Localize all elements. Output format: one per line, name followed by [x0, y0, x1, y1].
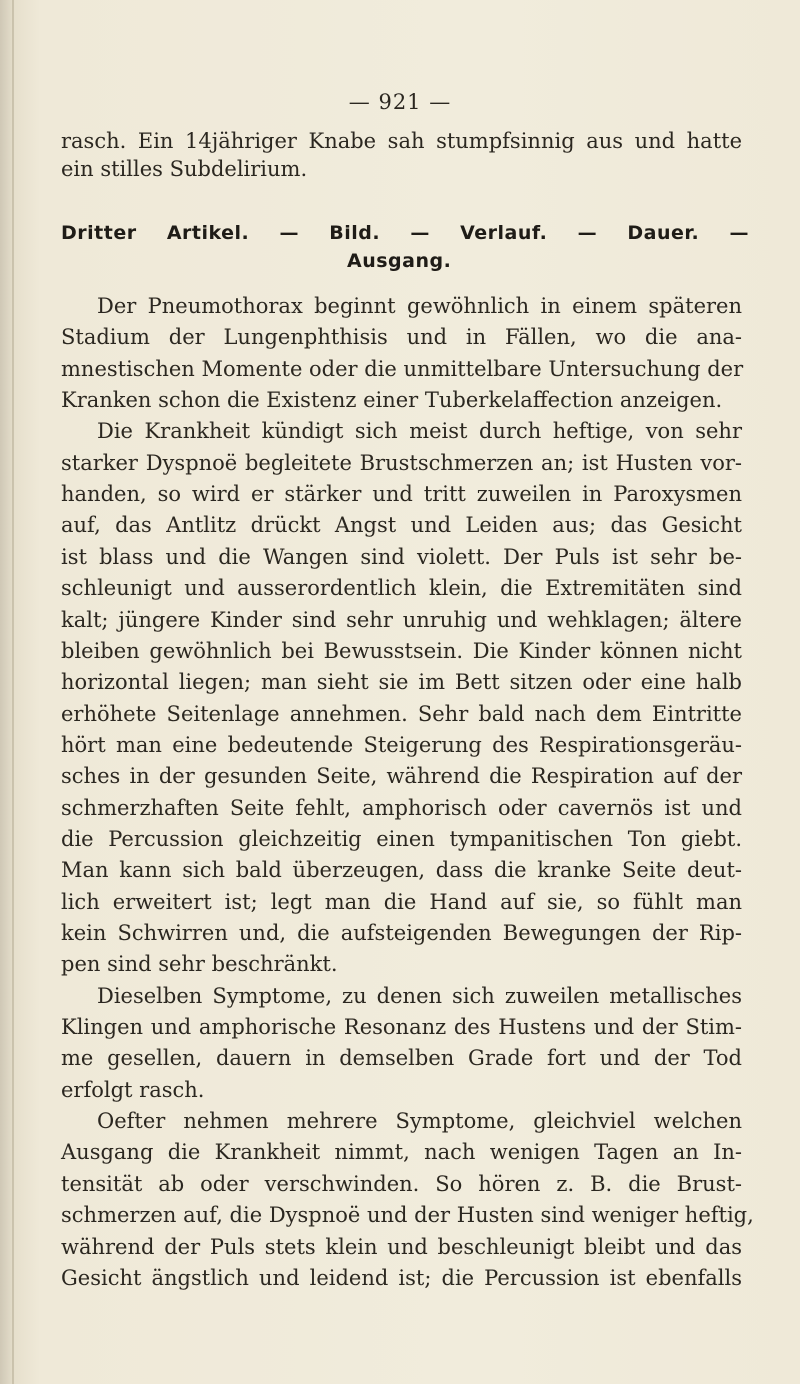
body-line: pen sind sehr beschränkt. [61, 952, 338, 976]
body-line: kalt; jüngere Kinder sind sehr unruhig und wehklagen; ältere [61, 608, 742, 632]
body-line: erfolgt rasch. [61, 1078, 205, 1102]
body-line: erhöhete Seitenlage annehmen. Sehr bald nach dem Eintritte [61, 702, 742, 726]
body-line: Dieselben Symptome, zu denen sich zuweilen metallisches [97, 984, 742, 1008]
body-line: schmerzhaften Seite fehlt, amphorisch oder cavernös ist und [61, 796, 742, 820]
body-line: starker Dyspnoë begleitete Brustschmerzen an; ist Husten vor- [61, 451, 742, 475]
body-line: Oefter nehmen mehrere Symptome, gleichviel welchen [97, 1109, 742, 1133]
body-line: Der Pneumothorax beginnt gewöhnlich in einem späteren [97, 294, 742, 318]
body-line: Stadium der Lungenphthisis und in Fällen, wo die ana- [61, 325, 742, 349]
body-line: Die Krankheit kündigt sich meist durch heftige, von sehr [97, 419, 742, 443]
body-line: tensität ab oder verschwinden. So hören z. B. die Brust- [61, 1172, 742, 1196]
body-line: me gesellen, dauern in demselben Grade fort und der Tod [61, 1046, 742, 1070]
section-heading-line-2: Ausgang. [347, 250, 452, 272]
page-gutter [12, 0, 14, 1384]
body-line: mnestischen Momente oder die unmittelbare Untersuchung der [61, 357, 744, 381]
body-line: Ausgang die Krankheit nimmt, nach wenigen Tagen an In- [61, 1140, 742, 1164]
intro-line-2: ein stilles Subdelirium. [61, 157, 308, 181]
body-line: Gesicht ängstlich und leidend ist; die Percussion ist ebenfalls [61, 1266, 742, 1290]
body-line: handen, so wird er stärker und tritt zuweilen in Paroxysmen [61, 482, 742, 506]
page-number: — 921 — [348, 90, 452, 114]
body-line: schleunigt und ausserordentlich klein, die Extremitäten sind [61, 576, 742, 600]
intro-line-1: rasch. Ein 14jähriger Knabe sah stumpfsinnig aus und hatte [61, 129, 742, 153]
body-line: Man kann sich bald überzeugen, dass die kranke Seite deut- [61, 858, 742, 882]
body-line: auf, das Antlitz drückt Angst und Leiden aus; das Gesicht [61, 513, 742, 537]
body-line: die Percussion gleichzeitig einen tympanitischen Ton giebt. [61, 827, 742, 851]
body-line: schmerzen auf, die Dyspnoë und der Husten sind weniger heftig, [61, 1203, 754, 1227]
body-line: bleiben gewöhnlich bei Bewusstsein. Die Kinder können nicht [61, 639, 742, 663]
body-line: lich erweitert ist; legt man die Hand auf sie, so fühlt man [61, 890, 742, 914]
body-line: hört man eine bedeutende Steigerung des Respirationsgeräu- [61, 733, 742, 757]
body-line: ist blass und die Wangen sind violett. Der Puls ist sehr be- [61, 545, 742, 569]
body-line: Klingen und amphorische Resonanz des Hustens und der Stim- [61, 1015, 742, 1039]
body-line: kein Schwirren und, die aufsteigenden Bewegungen der Rip- [61, 921, 742, 945]
body-line: während der Puls stets klein und beschleunigt bleibt und das [61, 1235, 742, 1259]
body-line: Kranken schon die Existenz einer Tuberkelaffection anzeigen. [61, 388, 723, 412]
body-line: sches in der gesunden Seite, während die Respiration auf der [61, 764, 742, 788]
body-line: horizontal liegen; man sieht sie im Bett sitzen oder eine halb [61, 670, 742, 694]
section-heading-line-1: Dritter Artikel. — Bild. — Verlauf. — Dauer. — [61, 222, 749, 244]
